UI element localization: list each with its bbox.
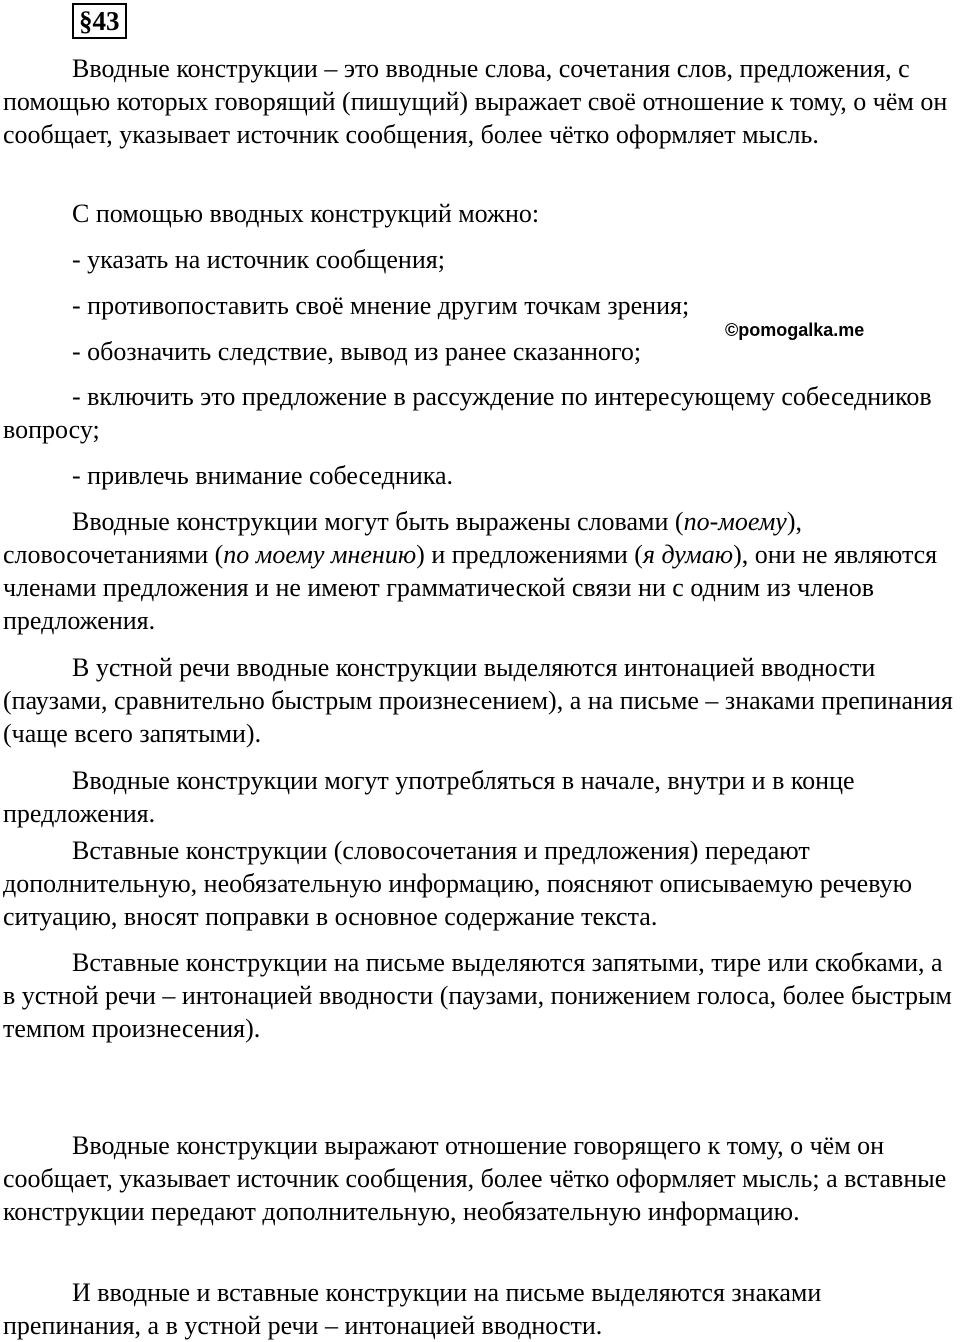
example-word: по-моему xyxy=(683,507,787,536)
paragraph-expression: Вводные конструкции могут быть выражены словами (по-моему), словосочетаниями (по моему мнению) и предложениями (я думаю), они не являются членами предложения и не имеют грамматической связи ни с одним из членов предложения. xyxy=(3,507,938,635)
example-sentence: я думаю xyxy=(642,540,734,569)
list-item: - привлечь внимание собеседника. xyxy=(72,461,454,490)
list-item: - включить это предложение в рассуждение по интересующему собеседников вопросу; xyxy=(3,382,932,444)
document-page xyxy=(3,0,957,1339)
paragraph-answer-1: Вводные конструкции выражают отношение говорящего к тому, о чём он сообщает, указывает источник сообщения, более чётко оформляет мысль; а вставные конструкции передают дополнительную, необязательную информацию. xyxy=(3,1131,947,1226)
example-phrase: по моему мнению xyxy=(223,540,417,569)
section-number: §43 xyxy=(72,3,127,39)
paragraph-list-intro: С помощью вводных конструкций можно: xyxy=(72,199,540,228)
paragraph-answer-2: И вводные и вставные конструкции на письме выделяются знаками препинания, а в устной речи – интонацией вводности. xyxy=(3,1278,822,1340)
list-item: - указать на источник сообщения; xyxy=(72,245,445,274)
list-item: - обозначить следствие, вывод из ранее сказанного; xyxy=(72,337,642,366)
paragraph-inserted-punctuation: Вставные конструкции на письме выделяются запятыми, тире или скобками, а в устной речи – интонацией вводности (паузами, понижением голоса, более быстрым темпом произнесения). xyxy=(3,948,952,1043)
paragraph-intonation: В устной речи вводные конструкции выделяются интонацией вводности (паузами, сравнительно быстрым произнесением), а на письме – знаками препинания (чаще всего запятыми). xyxy=(3,653,953,748)
paragraph-definition: Вводные конструкции – это вводные слова, сочетания слов, предложения, с помощью которых говорящий (пишущий) выражает своё отношение к тому, о чём он сообщает, указывает источник сообщения, более чётко оформляет мысль. xyxy=(3,54,948,149)
paragraph-position: Вводные конструкции могут употребляться в начале, внутри и в конце предложения. xyxy=(3,766,855,828)
paragraph-inserted: Вставные конструкции (словосочетания и предложения) передают дополнительную, необязательную информацию, поясняют описываемую речевую ситуацию, вносят поправки в основное содержание текста. xyxy=(3,836,913,931)
list-item: - противопоставить своё мнение другим точкам зрения; xyxy=(72,291,690,320)
watermark: ©pomogalka.me xyxy=(725,320,865,340)
